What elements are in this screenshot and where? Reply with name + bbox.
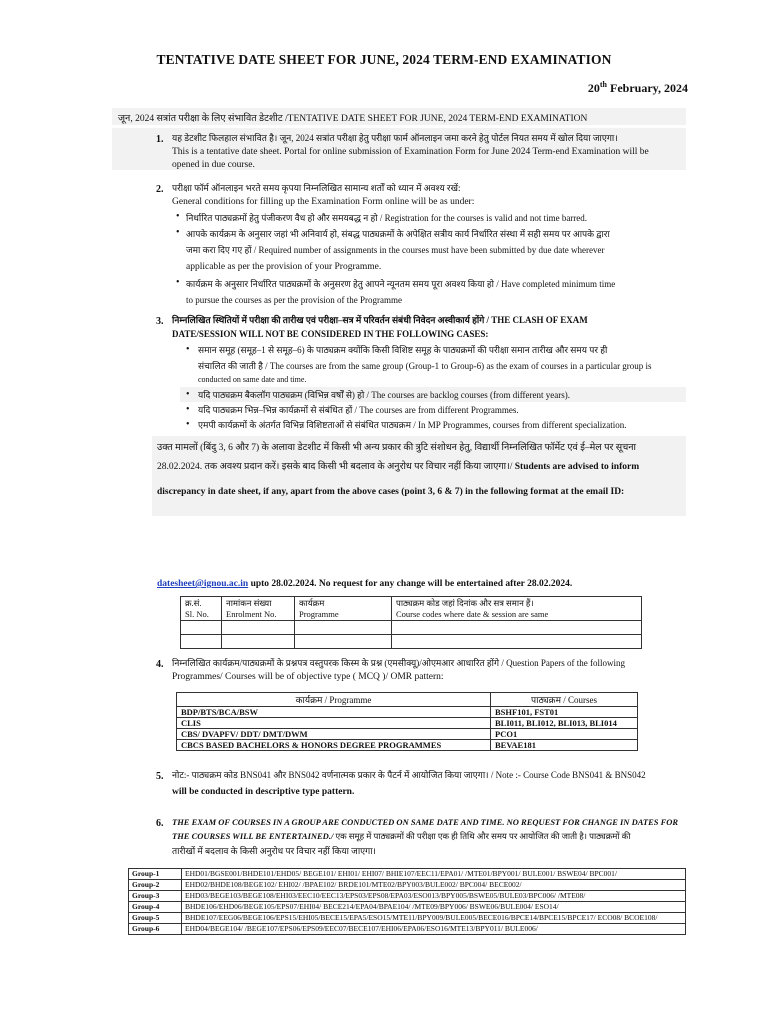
programme-hindi: कार्यक्रम (299, 598, 325, 608)
point-5-line2: will be conducted in descriptive type pattern. (172, 787, 355, 797)
point-3-bullet-1-line3: conducted on same date and time. (198, 375, 307, 384)
note-line-2-hindi: 28.02.2024. तक अवश्य प्रदान करें। इसके बाद किसी भी बदलाव के अनुरोध पर विचार नहीं किया जाएगा।/ (157, 462, 515, 472)
table-row (177, 740, 638, 751)
table-cell (295, 635, 392, 649)
table-cell: PCO1 (491, 729, 638, 740)
point-2-bullet-3-line2: to pursue the courses as per the provision of the Programme (186, 295, 402, 305)
bullet-icon: • (186, 419, 190, 430)
point-3-bullet-1-line1: समान समूह (समूह–1 से समूह–6) के पाठ्यक्रम क्योंकि किसी विशिष्ट समूह के पाठ्यक्रमों की परीक्षा समान तारीख और समय पर ही (198, 345, 608, 355)
table-row (177, 707, 638, 718)
point-6-line2-english: THE COURSES WILL BE ENTERTAINED./ (172, 831, 334, 841)
table-cell: BSHF101, FST01 (491, 707, 638, 718)
table-row (177, 693, 638, 707)
table-cell: CLIS (177, 718, 491, 729)
group-courses: EHD03/BEGE103/BEGE108/EHI03/EEC10/EEC13/EPS03/EPS08/EPA03/ESO013/BPY005/BSWE05/BULE03/BPC006/ /MTE08/ (182, 891, 686, 902)
point-4-line1: निम्नलिखित कार्यक्रम/पाठ्यक्रमों के प्रश्नपत्र वस्तुपरक किस्म के प्रश्न (एमसीक्यू)/ओएमआर आधारित होंगे / Question Papers of the following (172, 658, 626, 668)
email-line-rest: upto 28.02.2024. No request for any change will be entertained after 28.02.2024. (248, 579, 573, 589)
group-courses: EHD02/BHDE108/BEGE102/ EHI02/ /BPAE102/ BRDE101/MTE02/BPY003/BULE002/ BPC004/ BECE002/ (182, 880, 686, 891)
table-header-programme: कार्यक्रम / Programme (177, 693, 491, 707)
point-3-line1: निम्नलिखित स्थितियों में परीक्षा की तारीख एवं परीक्षा–सत्र में परिवर्तन संबंधी निवेदन अस्वीकार्य होंगे / THE CLASH OF EXAM (172, 315, 588, 325)
table-cell: BEVAE181 (491, 740, 638, 751)
table-cell (222, 597, 295, 621)
objective-type-table (176, 692, 638, 751)
group-courses: EHD01/BGSE001/BHDE101/EHD05/ BEGE101/ EHI01/ EHI07/ BHIE107/EEC11/EPA01/ /MTE01/BPY001/ BULE001/ BSWE04/ BPC001/ (182, 869, 686, 880)
point-6-line2-hindi: एक समूह में पाठ्यक्रमों की परीक्षा एक ही तिथि और समय पर आयोजित की जाती है। पाठ्यक्रमों की (333, 831, 631, 841)
point-3-number: 3. (156, 316, 164, 327)
bullet-icon: • (186, 389, 190, 400)
point-3-bullet-4: एमपी कार्यक्रमों के अंतर्गत विभिन्न विशिष्टताओं से संबंधित पाठ्यक्रम / In MP Programmes, courses from different specialization. (198, 420, 627, 430)
programme-english: Programme (299, 609, 339, 619)
groups-table (128, 868, 686, 935)
table-row (177, 718, 638, 729)
point-4-number: 4. (156, 659, 164, 670)
table-row (129, 869, 686, 880)
email-link[interactable]: datesheet@ignou.ac.in (157, 579, 249, 589)
point-2-bullet-1: निर्धारित पाठ्यक्रमों हेतु पंजीकरण वैध हो और समयबद्ध न हो / Registration for the courses is valid and not time barred. (186, 213, 588, 223)
point-5-number: 5. (156, 771, 164, 782)
table-cell (295, 621, 392, 635)
note-line-3: discrepancy in date sheet, if any, apart from the above cases (point 3, 6 & 7) in the following format at the email ID: (157, 487, 625, 497)
group-name: Group-3 (129, 891, 182, 902)
group-name: Group-4 (129, 902, 182, 913)
point-1-english-line1: This is a tentative date sheet. Portal for online submission of Examination Form for June 2024 Term-end Examination will be (172, 147, 649, 157)
group-name: Group-6 (129, 924, 182, 935)
enrolment-english: Enrolment No. (226, 609, 277, 619)
point-3-line2: DATE/SESSION WILL NOT BE CONSIDERED IN THE FOLLOWING CASES: (172, 329, 489, 339)
table-cell (392, 597, 642, 621)
point-6-line3: तारीखों में बदलाव के किसी अनुरोध पर विचार नहीं किया जाएगा। (172, 846, 376, 856)
point-2-number: 2. (156, 184, 164, 195)
table-cell (181, 597, 222, 621)
course-codes-hindi: पाठ्यक्रम कोड जहां दिनांक और सत्र समान हैं। (396, 598, 534, 608)
course-codes-english: Course codes where date & session are same (396, 609, 549, 619)
group-name: Group-2 (129, 880, 182, 891)
point-4-line2: Programmes/ Courses will be of objective type ( MCQ )/ OMR pattern: (172, 672, 444, 682)
sl-no-hindi: क्र.सं. (185, 598, 202, 608)
table-cell (295, 597, 392, 621)
date-suffix: th (599, 80, 607, 89)
table-cell (392, 635, 642, 649)
note-line-2 (157, 461, 639, 475)
group-courses: BHDE107/EEG06/BEGE106/EPS15/EHI05/BECE15/EPA5/ESO15/MTE11/BPY009/BULE005/BECE016/BPCE14/BPCE15/BPCE17/ ECO08/ BCOE108/ (182, 913, 686, 924)
point-3-bullet-2: यदि पाठ्यक्रम बैकलॉग पाठ्यक्रम (विभिन्न वर्षों से) हो / The courses are backlog courses (from different years). (198, 390, 571, 400)
point-1-hindi: यह डेटशीट फिलहाल संभावित है। जून, 2024 सत्रांत परीक्षा हेतु परीक्षा फार्म ऑनलाइन जमा करने हेतु पोर्टल नियत समय में खोल दिया जाएगा। (172, 133, 618, 143)
table-row (129, 891, 686, 902)
date-day: 20 (587, 81, 600, 95)
table-row (177, 729, 638, 740)
point-6-number: 6. (156, 818, 164, 829)
date-month-year: February, 2024 (607, 81, 688, 95)
table-row (129, 913, 686, 924)
point-3-bullet-3: यदि पाठ्यक्रम भिन्न–भिन्न कार्यक्रमों से संबंधित हों / The courses are from different Programmes. (198, 405, 519, 415)
note-line-1: उक्त मामलों (बिंदु 3, 6 और 7) के अलावा डेटशीट में किसी भी अन्य प्रकार की त्रुटि संशोधन हेतु, विद्यार्थी निम्नलिखित फॉर्मेट एवं ई–मेल पर सूचना (157, 443, 636, 453)
point-3-bullet-1-line2: संचालित की जाती है / The courses are from the same group (Group-1 to Group-6) as the exam of courses in a particular group is (198, 361, 652, 371)
bilingual-subtitle: जून, 2024 सत्रांत परीक्षा के लिए संभावित डेटशीट /TENTATIVE DATE SHEET FOR JUNE, 2024 TERM-END EXAMINATION (118, 114, 588, 124)
point-2-bullet-3-line1: कार्यक्रम के अनुसार निर्धारित पाठ्यक्रमों के अनुसरण हेतु आपने न्यूनतम समय पूरा अवश्य किया हो / Have completed minimum time (186, 279, 616, 289)
table-row (181, 597, 642, 621)
table-header-courses: पाठ्यक्रम / Courses (491, 693, 638, 707)
enrolment-hindi: नामांकन संख्या (226, 598, 272, 608)
group-courses: EHD04/BEGE104/ /BEGE107/EPS06/EPS09/EEC07/BECE107/EHI06/EPA06/ESO16/MTE13/BPY011/ BULE006/ (182, 924, 686, 935)
point-6-line1: THE EXAM OF COURSES IN A GROUP ARE CONDUCTED ON SAME DATE AND TIME. NO REQUEST FOR CHANGE IN DATES FOR (172, 817, 679, 827)
table-row (129, 924, 686, 935)
table-row (129, 880, 686, 891)
point-2-bullet-2-line1: आपके कार्यक्रम के अनुसार जहां भी अनिवार्य हो, संबद्ध पाठ्यक्रमों के अपेक्षित सत्रीय कार्य निर्धारित संस्था में सही समय पर आपके द्वारा (186, 229, 610, 239)
group-courses: BHDE106/EHD06/BEGE105/EPS07/EHI04/ BECE214/EPA04/BPAE104/ /MTE09/BPY006/ BSWE06/BULE004/ ESO14/ (182, 902, 686, 913)
note-line-2-english: Students are advised to inform (514, 462, 640, 472)
table-cell: BLI011, BLI012, BLI013, BLI014 (491, 718, 638, 729)
table-cell (222, 635, 295, 649)
table-cell: CBS/ DVAPFV/ DDT/ DMT/DWM (177, 729, 491, 740)
table-cell (181, 635, 222, 649)
point-2-hindi: परीक्षा फॉर्म ऑनलाइन भरते समय कृपया निम्नलिखित सामान्य शर्तों को ध्यान में अवश्य रखें: (172, 183, 461, 193)
bullet-icon: • (186, 344, 190, 355)
point-1-number: 1. (156, 134, 164, 145)
group-name: Group-5 (129, 913, 182, 924)
point-1-english-line2: opened in due course. (172, 160, 255, 170)
bullet-icon: • (186, 404, 190, 415)
bullet-icon: • (176, 227, 180, 238)
table-row (181, 621, 642, 635)
format-table (180, 596, 642, 649)
table-row (181, 635, 642, 649)
document-date (588, 80, 688, 96)
table-cell (222, 621, 295, 635)
table-cell (392, 621, 642, 635)
point-2-bullet-2-line2: जमा करा दिए गए हों / Required number of assignments in the courses must have been submitted by due date wherever (186, 245, 605, 255)
group-name: Group-1 (129, 869, 182, 880)
email-line (157, 578, 572, 592)
table-cell: CBCS BASED BACHELORS & HONORS DEGREE PROGRAMMES (177, 740, 491, 751)
point-2-bullet-2-line3: applicable as per the provision of your Programme. (186, 262, 382, 272)
table-cell (181, 621, 222, 635)
point-5-line1: नोट:- पाठ्यक्रम कोड BNS041 और BNS042 वर्णनात्मक प्रकार के पैटर्न में आयोजित किया जाएगा। / Note :- Course Code BNS041 & BNS042 (172, 770, 646, 780)
sl-no-english: Sl. No. (185, 609, 209, 619)
table-cell: BDP/BTS/BCA/BSW (177, 707, 491, 718)
bullet-icon: • (176, 211, 180, 222)
bullet-icon: • (176, 277, 180, 288)
page-title: TENTATIVE DATE SHEET FOR JUNE, 2024 TERM-END EXAMINATION (156, 52, 612, 67)
point-2-english: General conditions for filling up the Examination Form online will be as under: (172, 197, 475, 207)
table-row (129, 902, 686, 913)
point-6-line2 (172, 830, 630, 844)
